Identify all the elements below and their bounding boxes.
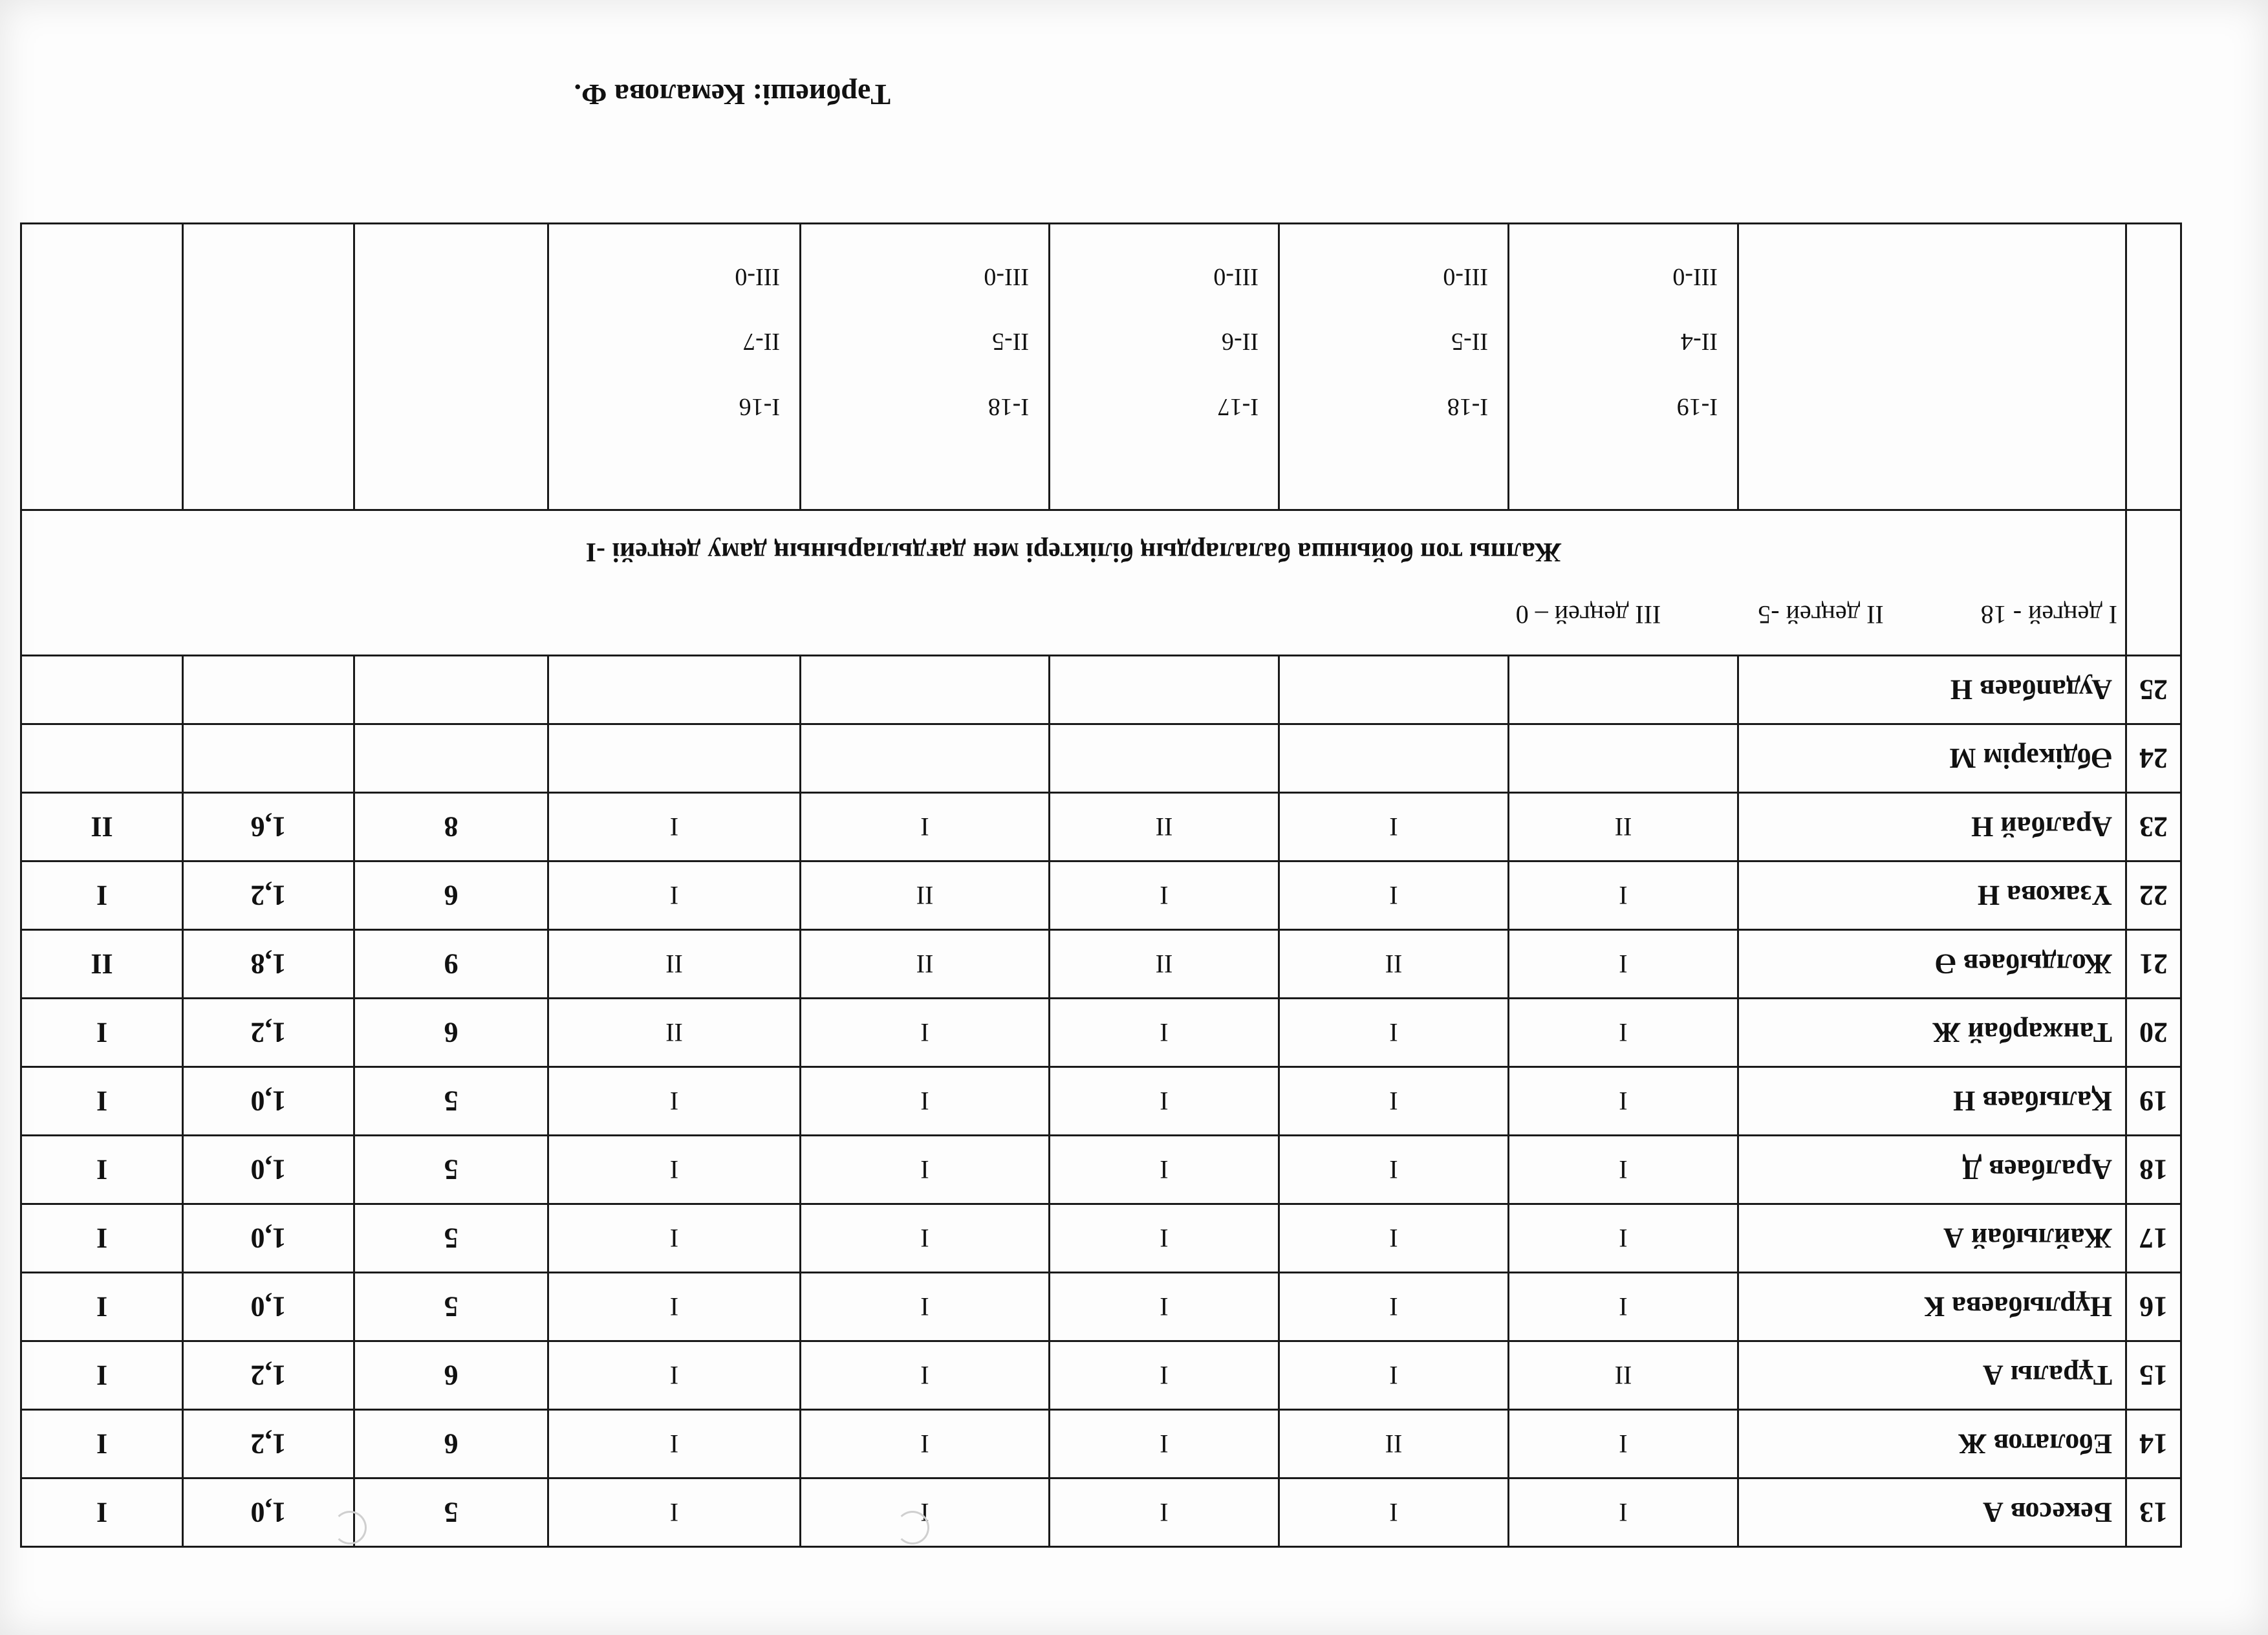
overall-level: II [21, 930, 183, 999]
skill-level-cell: II [548, 999, 801, 1067]
overall-level: I [21, 1410, 183, 1478]
skill-level-cell: I [1279, 1273, 1509, 1341]
child-name: Еболатов Ж [1738, 1410, 2126, 1478]
table-row [21, 1067, 2181, 1136]
skill-level-cell: I [1509, 1478, 1738, 1547]
skill-level-cell [1050, 656, 1279, 724]
skill-level-cell: I [548, 1410, 801, 1478]
skill-level-cell: I [1279, 1136, 1509, 1204]
skill-level-cell: I [548, 1136, 801, 1204]
overall-level: II [21, 793, 183, 861]
row-number: 16 [2126, 1273, 2181, 1341]
level-legend [30, 596, 2117, 633]
skill-level-cell: I [801, 1341, 1050, 1410]
skill-level-cell [801, 656, 1050, 724]
skill-level-cell: I [1509, 1410, 1738, 1478]
stats-row [21, 224, 2181, 510]
skill-level-cell: I [1509, 1204, 1738, 1273]
skill-level-cell: I [801, 1478, 1050, 1547]
summary-cell [21, 510, 2126, 656]
row-number: 18 [2126, 1136, 2181, 1204]
total-score: 6 [354, 999, 548, 1067]
overall-level: I [21, 1204, 183, 1273]
average-score: 1,0 [183, 1204, 354, 1273]
table-row [21, 1410, 2181, 1478]
stat-cell: I-18 II-5 III-0 [1279, 224, 1509, 510]
assessment-table [20, 222, 2182, 1548]
skill-level-cell [1509, 724, 1738, 793]
total-score [354, 724, 548, 793]
child-name: Қалыбаев Н [1738, 1067, 2126, 1136]
skill-level-cell: I [548, 793, 801, 861]
child-name: Бекесов А [1738, 1478, 2126, 1547]
stats-blank-cell [183, 224, 354, 510]
skill-level-cell: I [1279, 861, 1509, 930]
child-name: Аралбаев Д [1738, 1136, 2126, 1204]
average-score: 1,0 [183, 1136, 354, 1204]
row-number: 23 [2126, 793, 2181, 861]
table-row [21, 1136, 2181, 1204]
skill-level-cell: II [801, 930, 1050, 999]
total-score: 5 [354, 1136, 548, 1204]
average-score [183, 656, 354, 724]
overall-level: I [21, 1478, 183, 1547]
average-score: 1,8 [183, 930, 354, 999]
summary-blank-cell [2126, 510, 2181, 656]
skill-level-cell: I [1050, 1204, 1279, 1273]
skill-level-cell: II [1279, 930, 1509, 999]
row-number: 13 [2126, 1478, 2181, 1547]
skill-level-cell [1279, 724, 1509, 793]
skill-level-cell: II [1509, 1341, 1738, 1410]
skill-level-cell: I [1509, 861, 1738, 930]
total-score: 5 [354, 1478, 548, 1547]
overall-level [21, 724, 183, 793]
overall-level: I [21, 1136, 183, 1204]
overall-level: I [21, 1067, 183, 1136]
row-number: 15 [2126, 1341, 2181, 1410]
row-number: 21 [2126, 930, 2181, 999]
skill-level-cell: I [548, 1341, 801, 1410]
child-name: Жолдыбаев Ә [1738, 930, 2126, 999]
skill-level-cell: I [801, 999, 1050, 1067]
skill-level-cell: I [548, 861, 801, 930]
total-score: 6 [354, 861, 548, 930]
skill-level-cell: II [1050, 793, 1279, 861]
child-name: Нұрлыбаева К [1738, 1273, 2126, 1341]
skill-level-cell: I [1050, 1136, 1279, 1204]
table-row [21, 999, 2181, 1067]
skill-level-cell [1509, 656, 1738, 724]
skill-level-cell: I [1509, 930, 1738, 999]
skill-level-cell: I [801, 1410, 1050, 1478]
child-name: Әбдікәрім М [1738, 724, 2126, 793]
skill-level-cell: II [1050, 930, 1279, 999]
total-score: 8 [354, 793, 548, 861]
average-score: 1,6 [183, 793, 354, 861]
skill-level-cell: II [1279, 1410, 1509, 1478]
total-score: 5 [354, 1067, 548, 1136]
stat-cell: I-19 II-4 III-0 [1509, 224, 1738, 510]
educator-signature-line: Тәрбиеші: Кемалова Ф. [574, 78, 891, 111]
overall-level: I [21, 1341, 183, 1410]
average-score: 1,2 [183, 999, 354, 1067]
average-score: 1,2 [183, 1410, 354, 1478]
child-name: Үзакова Н [1738, 861, 2126, 930]
child-name: Жайлыбай А [1738, 1204, 2126, 1273]
row-number: 20 [2126, 999, 2181, 1067]
skill-level-cell: I [1279, 1341, 1509, 1410]
skill-level-cell: I [1050, 861, 1279, 930]
skill-level-cell: I [801, 1136, 1050, 1204]
skill-level-cell: I [801, 793, 1050, 861]
legend-level-2: II деңгей -5 [1758, 600, 1884, 630]
row-number: 24 [2126, 724, 2181, 793]
overall-level: I [21, 861, 183, 930]
average-score: 1,2 [183, 861, 354, 930]
overall-level: I [21, 999, 183, 1067]
table-row [21, 724, 2181, 793]
legend-level-1: I деңгей - 18 [1980, 600, 2117, 630]
skill-level-cell: II [548, 930, 801, 999]
total-score: 5 [354, 1204, 548, 1273]
child-name: Аудanбаев Н [1738, 656, 2126, 724]
skill-level-cell: I [1050, 1067, 1279, 1136]
average-score: 1,2 [183, 1341, 354, 1410]
skill-level-cell: I [548, 1273, 801, 1341]
skill-level-cell: I [1050, 1341, 1279, 1410]
average-score [183, 724, 354, 793]
row-number: 22 [2126, 861, 2181, 930]
skill-level-cell: I [1050, 1273, 1279, 1341]
skill-level-cell [548, 656, 801, 724]
punch-hole-mark [333, 1511, 367, 1544]
total-score: 6 [354, 1341, 548, 1410]
legend-level-3: III деңгей – 0 [1515, 600, 1661, 630]
skill-level-cell: II [1509, 793, 1738, 861]
child-name: Танжарбай Ж [1738, 999, 2126, 1067]
skill-level-cell: I [548, 1478, 801, 1547]
row-number: 14 [2126, 1410, 2181, 1478]
skill-level-cell: I [548, 1204, 801, 1273]
skill-level-cell: I [801, 1204, 1050, 1273]
skill-level-cell: I [801, 1067, 1050, 1136]
skill-level-cell: II [801, 861, 1050, 930]
skill-level-cell: I [1279, 1478, 1509, 1547]
skill-level-cell [548, 724, 801, 793]
skill-level-cell: I [1050, 999, 1279, 1067]
row-number: 25 [2126, 656, 2181, 724]
skill-level-cell: I [548, 1067, 801, 1136]
overall-level [21, 656, 183, 724]
row-number: 17 [2126, 1204, 2181, 1273]
skill-level-cell: I [1050, 1410, 1279, 1478]
punch-hole-mark [896, 1511, 929, 1544]
child-name: Тұралы А [1738, 1341, 2126, 1410]
table-row [21, 1341, 2181, 1410]
table-row [21, 930, 2181, 999]
skill-level-cell [801, 724, 1050, 793]
total-score [354, 656, 548, 724]
total-score: 9 [354, 930, 548, 999]
stats-blank-cell [1738, 224, 2126, 510]
stat-cell: I-16 II-7 III-0 [548, 224, 801, 510]
skill-level-cell: I [1509, 999, 1738, 1067]
row-number: 19 [2126, 1067, 2181, 1136]
total-score: 5 [354, 1273, 548, 1341]
overall-level: I [21, 1273, 183, 1341]
summary-row [21, 510, 2181, 656]
skill-level-cell: I [1509, 1136, 1738, 1204]
skill-level-cell: I [801, 1273, 1050, 1341]
skill-level-cell: I [1279, 1204, 1509, 1273]
average-score: 1,0 [183, 1478, 354, 1547]
stats-blank-cell [21, 224, 183, 510]
stats-blank-cell [354, 224, 548, 510]
stat-cell: I-18 II-5 III-0 [801, 224, 1050, 510]
skill-level-cell: I [1509, 1273, 1738, 1341]
table-row [21, 861, 2181, 930]
skill-level-cell: I [1279, 999, 1509, 1067]
child-name: Аралбай Н [1738, 793, 2126, 861]
stats-blank-cell [2126, 224, 2181, 510]
skill-level-cell: I [1509, 1067, 1738, 1136]
skill-level-cell: I [1279, 1067, 1509, 1136]
table-row [21, 1273, 2181, 1341]
stat-cell: I-17 II-6 III-0 [1050, 224, 1279, 510]
skill-level-cell [1050, 724, 1279, 793]
average-score: 1,0 [183, 1273, 354, 1341]
summary-title: Жалпы топ бойынша балалардың біліктері мен дағдыларының даму деңгейі -І [585, 537, 1562, 567]
table-row [21, 793, 2181, 861]
table-row [21, 1204, 2181, 1273]
skill-level-cell [1279, 656, 1509, 724]
skill-level-cell: I [1050, 1478, 1279, 1547]
table-row [21, 656, 2181, 724]
average-score: 1,0 [183, 1067, 354, 1136]
student-rows [21, 656, 2181, 1547]
skill-level-cell: I [1279, 793, 1509, 861]
total-score: 6 [354, 1410, 548, 1478]
